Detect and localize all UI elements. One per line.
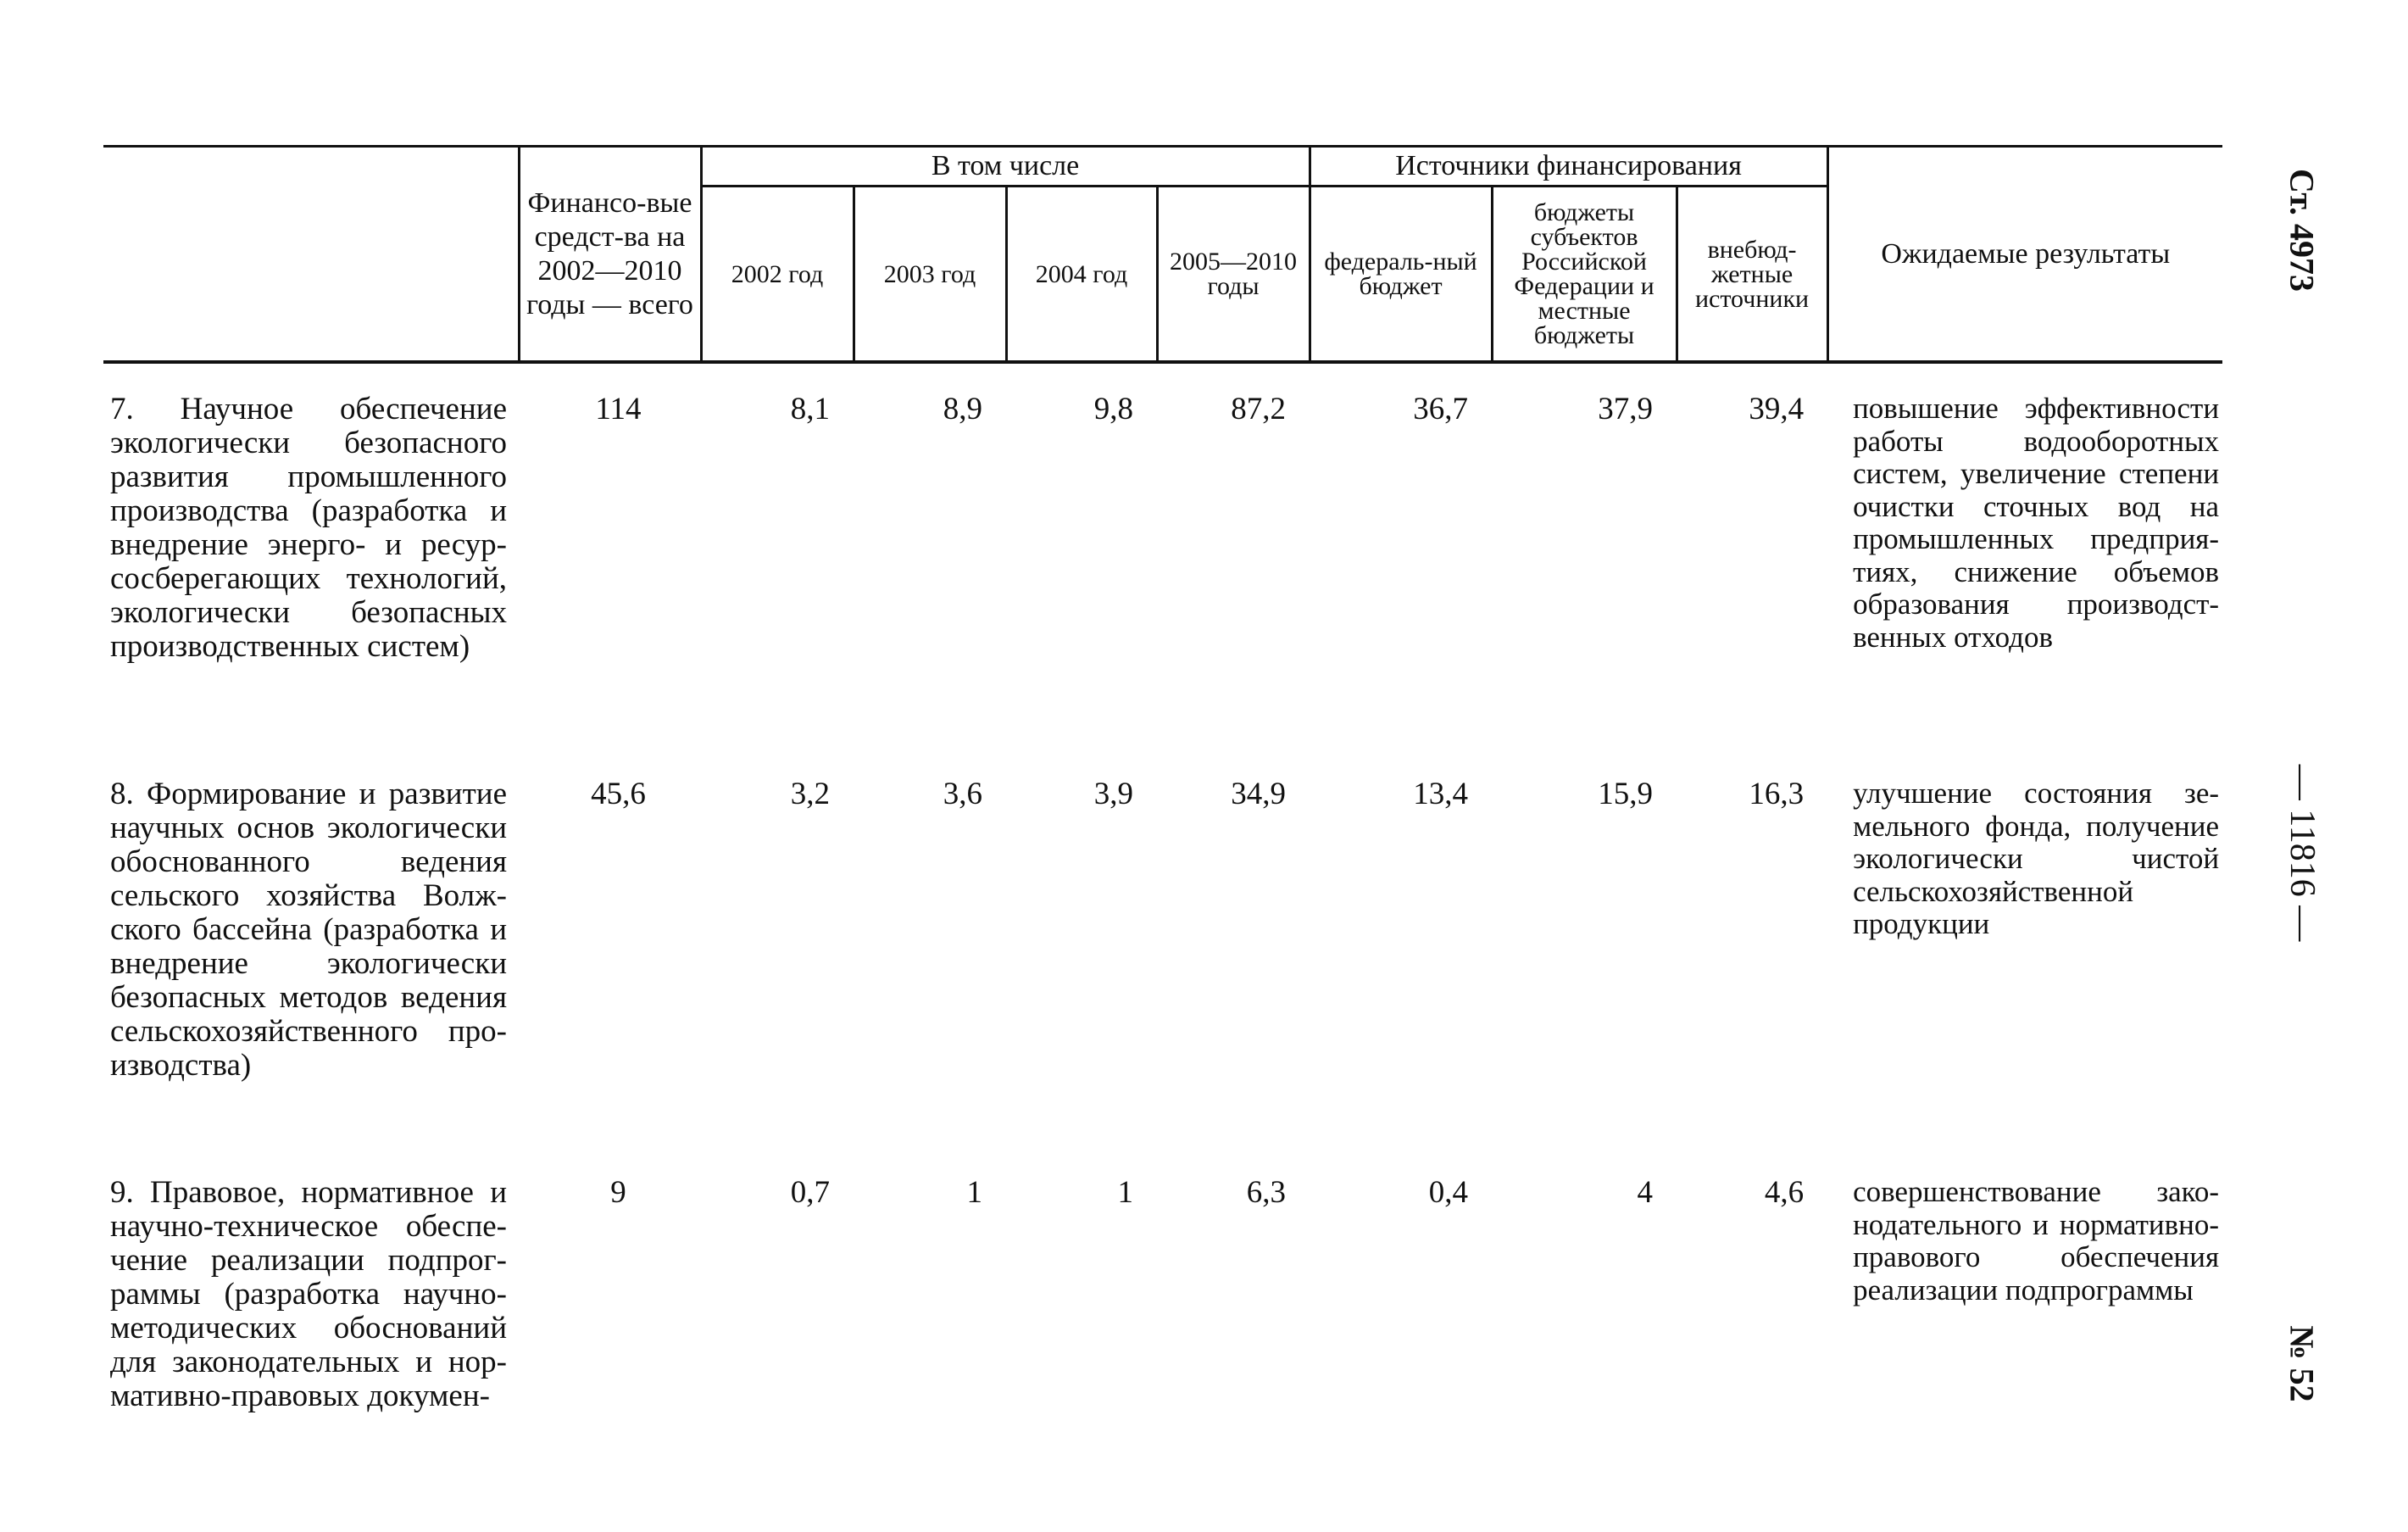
row-extrabudget: 4,6 (1764, 1175, 1805, 1210)
header-years-2005-2010: 2005—2010 годы (1157, 187, 1310, 363)
row-federal: 36,7 (1413, 392, 1469, 426)
header-group-including: В том числе (701, 147, 1310, 187)
table-row (103, 749, 2222, 1147)
table-row (103, 362, 2222, 749)
table-body (103, 362, 2222, 1413)
row-year-2004: 3,9 (1093, 777, 1133, 811)
header-year-2003: 2003 год (854, 187, 1006, 363)
table-header (103, 147, 2222, 363)
header-regional-budgets: бюджеты субъектов Российской Федерации и местные бюджеты (1492, 187, 1677, 363)
row-year-2004: 1 (1117, 1175, 1133, 1210)
financing-table (103, 145, 2222, 1413)
page-reference: Ст. 4973 (2283, 169, 2322, 292)
row-regional: 37,9 (1598, 392, 1654, 426)
header-federal-budget: федераль-ный бюджет (1310, 187, 1492, 363)
row-total: 45,6 (591, 777, 646, 811)
row-years-2005-2010: 34,9 (1231, 777, 1287, 811)
row-extrabudget: 16,3 (1749, 777, 1805, 811)
row-total: 114 (595, 392, 642, 426)
financing-table-wrapper (103, 145, 2222, 1413)
row-year-2003: 8,9 (943, 392, 982, 426)
row-results: повышение эффективности работы водооборотных систем, увеличение степени очистки сточных вод на промышленных предприятиях, снижение объемов образования производственных отходов (1853, 392, 2220, 654)
header-total-funding: Финансо-вые средст-ва на 2002—2010 годы — всего (519, 147, 701, 363)
row-year-2003: 1 (966, 1175, 982, 1210)
row-results: улучшение состояния земельного фонда, получение экологически чистой сельскохозяйственной продукции (1853, 777, 2220, 940)
row-total: 9 (610, 1175, 626, 1210)
row-federal: 13,4 (1413, 777, 1469, 811)
row-regional: 15,9 (1598, 777, 1654, 811)
row-year-2002: 8,1 (790, 392, 830, 426)
row-federal: 0,4 (1428, 1175, 1469, 1210)
row-year-2003: 3,6 (943, 777, 982, 811)
row-task: 7. Научное обеспечение экологически безопасного развития промышленного производства (разработка и внедрение энерго- и ресурсосберегающих технологий, экологически безопасных производственных систем) (110, 392, 507, 664)
header-group-sources: Источники финансирования (1310, 147, 1827, 187)
row-results: совершенствование законодательного и нормативно-правового обеспечения реализации подпрограммы (1853, 1175, 2220, 1306)
row-year-2002: 0,7 (790, 1175, 830, 1210)
row-year-2002: 3,2 (790, 777, 830, 811)
header-year-2004: 2004 год (1006, 187, 1157, 363)
row-task: 8. Формирование и развитие научных основ экологически обоснованного ведения сельского хозяйства Волжского бассейна (разработка и внедрение экологически безопасных методов ведения сельскохозяйственного производства) (110, 777, 507, 1083)
issue-number: № 52 (2283, 1325, 2322, 1402)
row-years-2005-2010: 6,3 (1246, 1175, 1287, 1210)
header-year-2002: 2002 год (701, 187, 854, 363)
row-task: 9. Правовое, нормативное и научно-техническое обеспечение реализации подпрограммы (разработка научно-методических обоснований для законодательных и нормативно-правовых докумен- (110, 1175, 507, 1413)
header-extrabudget-sources: внебюд-жетные источники (1677, 187, 1827, 363)
row-year-2004: 9,8 (1093, 392, 1133, 426)
table-row (103, 1147, 2222, 1413)
header-task-blank (103, 147, 519, 363)
row-regional: 4 (1637, 1175, 1654, 1210)
header-expected-results: Ожидаемые результаты (1827, 147, 2222, 363)
document-number: — 11816 — (2283, 764, 2322, 942)
row-years-2005-2010: 87,2 (1231, 392, 1287, 426)
row-extrabudget: 39,4 (1749, 392, 1805, 426)
